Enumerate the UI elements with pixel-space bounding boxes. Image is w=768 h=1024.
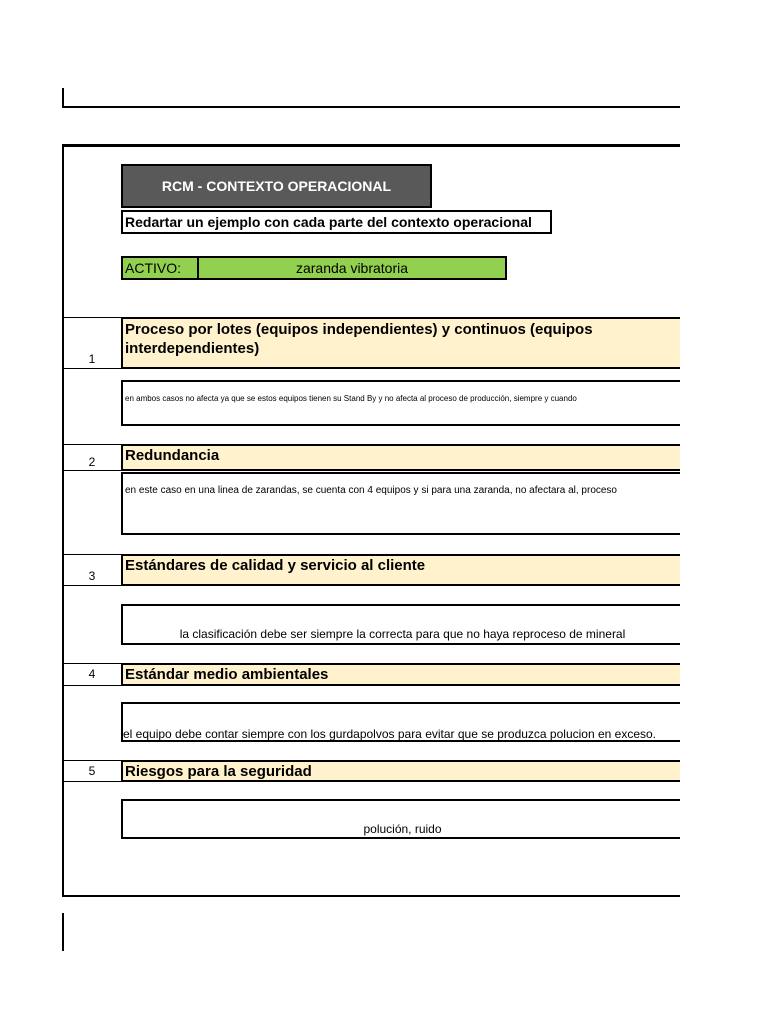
row-divider	[62, 685, 122, 686]
row-divider	[62, 470, 122, 471]
top-border-line	[62, 106, 680, 108]
row-divider	[62, 760, 122, 761]
section-number: 1	[88, 352, 96, 366]
row-divider	[62, 444, 122, 445]
sheet-left-border	[62, 144, 64, 897]
row-divider	[62, 585, 122, 586]
activo-value[interactable]: zaranda vibratoria	[197, 256, 507, 280]
sheet-top-border	[62, 144, 680, 147]
section-heading: Estándares de calidad y servicio al cliente	[121, 554, 680, 586]
bottom-left-corner-mark	[62, 913, 64, 951]
section-heading: Riesgos para la seguridad	[121, 760, 680, 782]
section-heading: Proceso por lotes (equipos independientes) y continuos (equipos interdependientes)	[121, 317, 680, 369]
row-divider	[62, 663, 122, 664]
section-number: 5	[88, 764, 96, 778]
section-number: 2	[88, 455, 96, 469]
section-number: 3	[88, 569, 96, 583]
section-heading: Redundancia	[121, 444, 680, 471]
row-divider	[62, 781, 122, 782]
section-heading: Estándar medio ambientales	[121, 663, 680, 686]
sheet-title: RCM - CONTEXTO OPERACIONAL	[121, 164, 432, 208]
section-number: 4	[88, 667, 96, 681]
top-left-corner-mark	[62, 88, 64, 108]
section-answer[interactable]: en este caso en una linea de zarandas, se cuenta con 4 equipos y si para una zaranda, no afectara al, proceso	[121, 472, 680, 535]
sheet-bottom-border	[62, 895, 680, 897]
row-divider	[62, 317, 122, 318]
section-answer[interactable]: polución, ruido	[121, 799, 680, 839]
section-answer[interactable]: el equipo debe contar siempre con los gurdapolvos para evitar que se produzca polucion en exceso.	[121, 702, 680, 742]
sheet-subtitle: Redartar un ejemplo con cada parte del contexto operacional	[121, 210, 552, 234]
activo-label: ACTIVO:	[121, 256, 197, 280]
section-answer[interactable]: en ambos casos no afecta ya que se estos equipos tienen su Stand By y no afecta al proceso de producción, siempre y cuando	[121, 380, 680, 426]
section-answer[interactable]: la clasificación debe ser siempre la correcta para que no haya reproceso de mineral	[121, 604, 680, 645]
row-divider	[62, 368, 122, 369]
row-divider	[62, 554, 122, 555]
